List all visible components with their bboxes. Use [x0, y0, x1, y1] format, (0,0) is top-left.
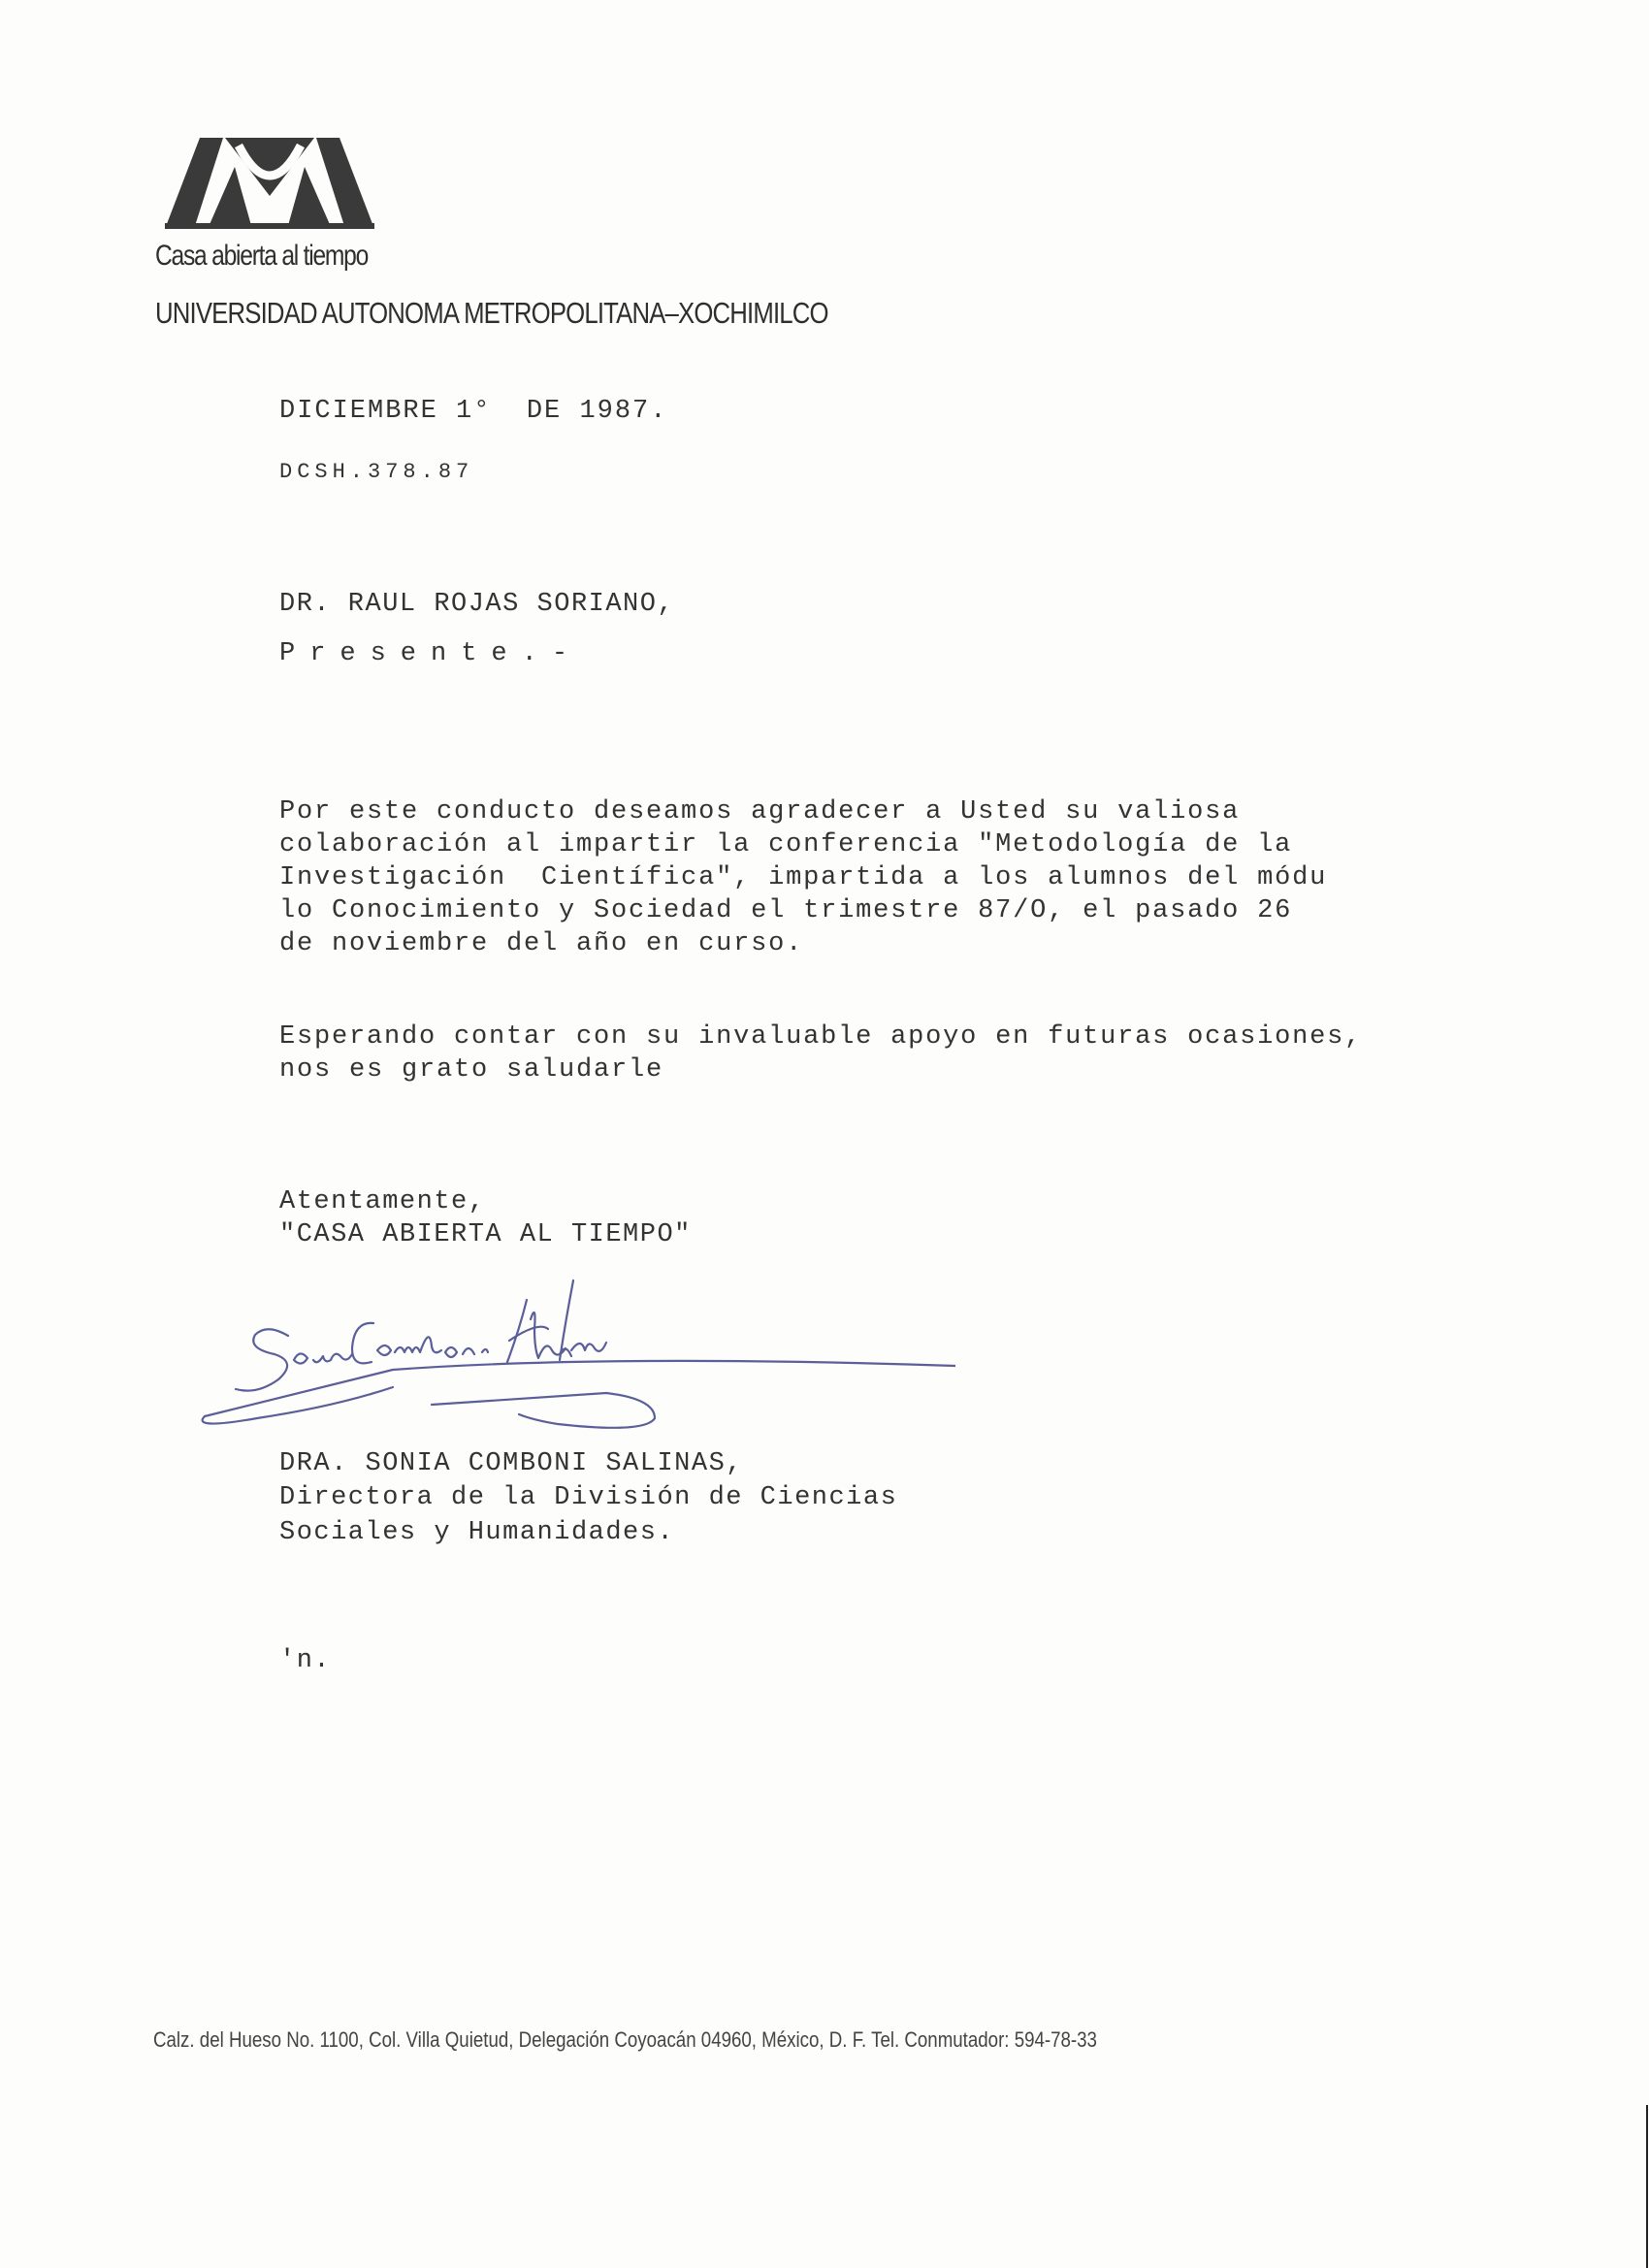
uam-logo	[165, 138, 374, 229]
signatory-title-line1: Directora de la División de Ciencias	[279, 1483, 898, 1512]
signatory-name: DRA. SONIA COMBONI SALINAS,	[279, 1449, 743, 1478]
body-paragraph-2: Esperando contar con su invaluable apoyo en futuras ocasiones, nos es grato saludarle	[279, 1022, 1363, 1085]
reference-number: DCSH.378.87	[279, 460, 474, 484]
body-paragraph-1: Por este conducto deseamos agradecer a Usted su valiosa colaboración al impartir la conferencia "Metodología de la Investigación Científica", impartida a los alumnos del módu lo Conocimiento y Sociedad el trimestre 87/O, el pasado 26 de noviembre del año en curso.	[279, 797, 1328, 958]
handwritten-signature	[199, 1253, 955, 1438]
institution-name: UNIVERSIDAD AUTONOMA METROPOLITANA–XOCHIMILCO	[155, 296, 828, 330]
scan-edge-mark	[1646, 2105, 1648, 2268]
salutation: Presente.-	[279, 639, 583, 668]
signatory-title-line2: Sociales y Humanidades.	[279, 1518, 675, 1547]
closing: Atentamente, "CASA ABIERTA AL TIEMPO"	[279, 1187, 692, 1249]
letter-date: DICIEMBRE 1° DE 1987.	[279, 397, 668, 426]
recipient-name: DR. RAUL ROJAS SORIANO,	[279, 590, 675, 619]
footer-address: Calz. del Hueso No. 1100, Col. Villa Quietud, Delegación Coyoacán 04960, México, D. F. Tel. Conmutador: 594-78-33	[153, 2027, 1097, 2052]
typist-initials: 'n.	[279, 1646, 332, 1675]
letterhead-motto: Casa abierta al tiempo	[155, 240, 369, 272]
